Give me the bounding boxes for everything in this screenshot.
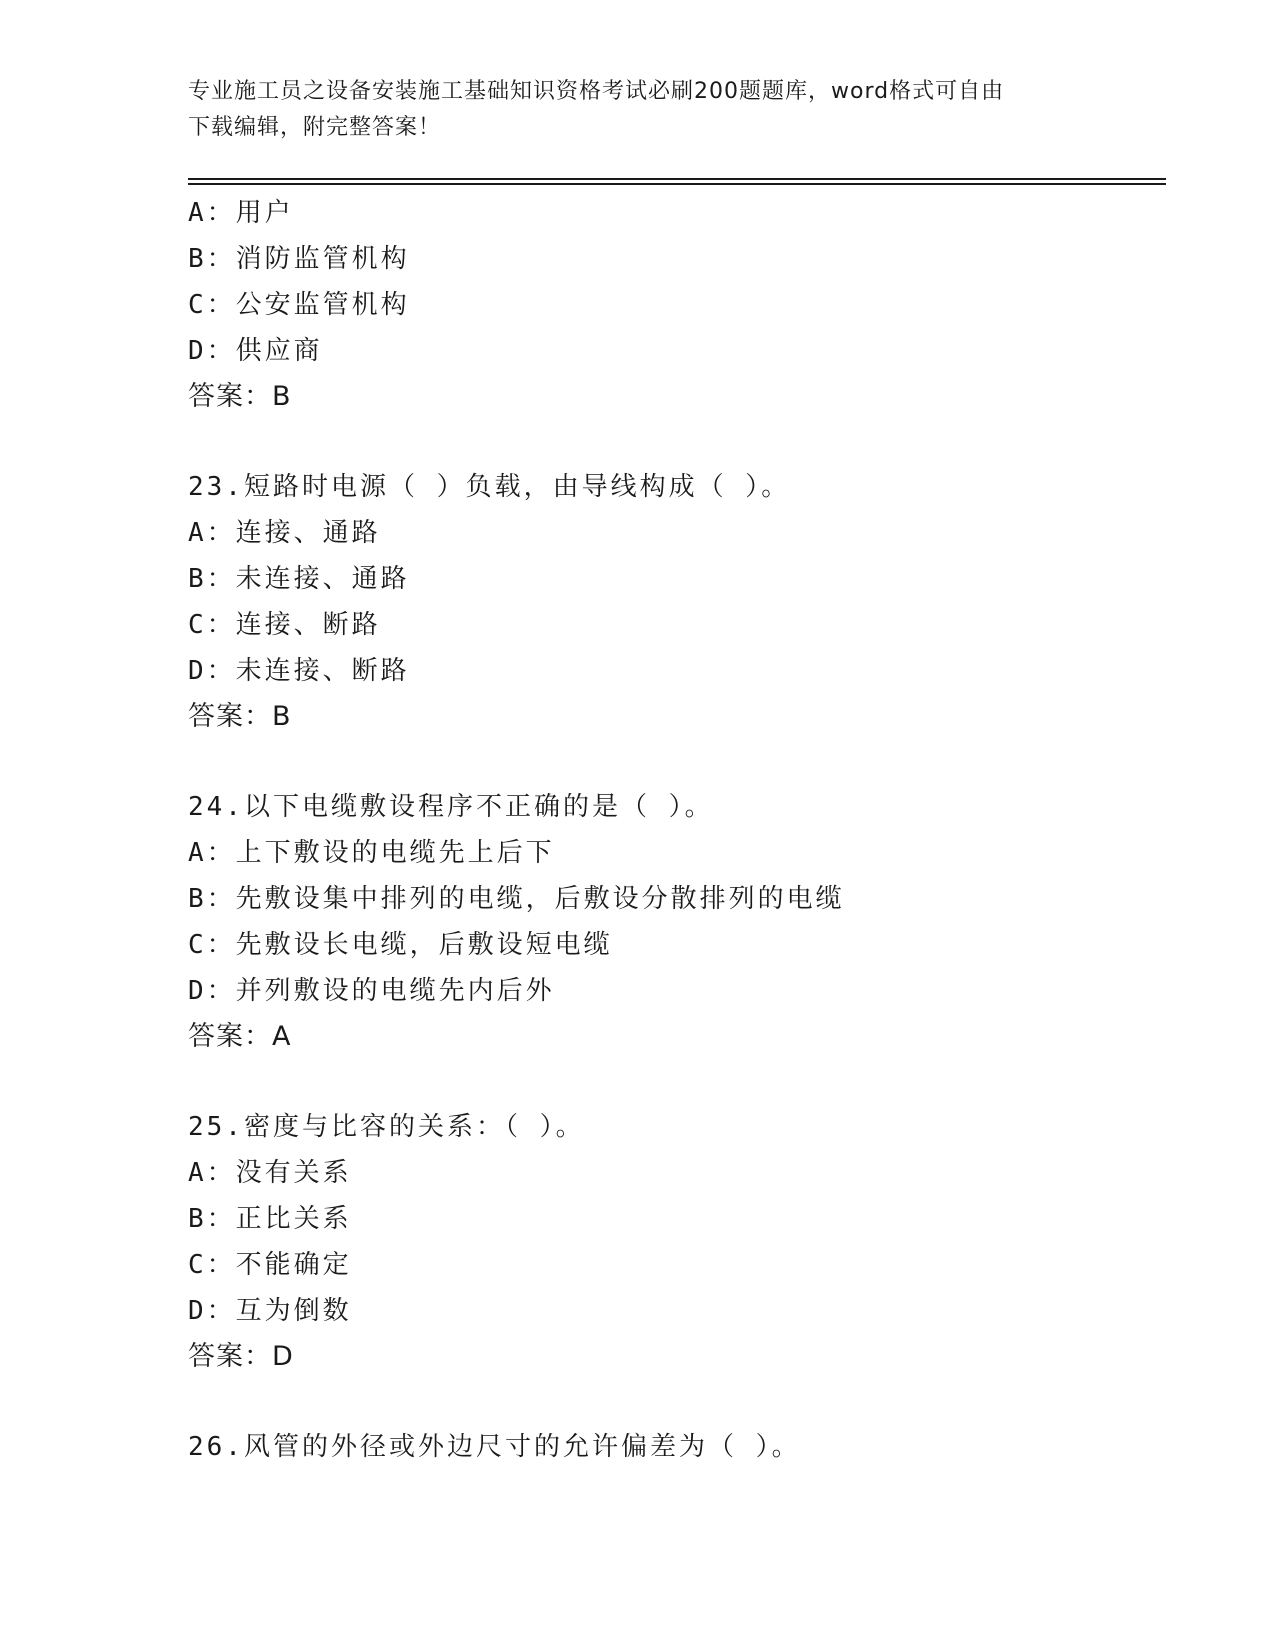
- header-line-1: 专业施工员之设备安装施工基础知识资格考试必刷200题题库，word格式可自由: [188, 79, 1005, 104]
- answer-line: 答案：B: [188, 381, 292, 412]
- question-title: 23.短路时电源（ ）负载，由导线构成（ ）。: [188, 472, 791, 502]
- option-a: A：没有关系: [188, 1158, 352, 1188]
- option-b: B：正比关系: [188, 1204, 352, 1234]
- header-line-2: 下载编辑，附完整答案！: [188, 115, 442, 140]
- option-d: D：未连接、断路: [188, 656, 410, 686]
- option-a: A：连接、通路: [188, 518, 381, 548]
- question-block-25: [188, 1104, 1168, 1380]
- answer-line: 答案：D: [188, 1341, 294, 1372]
- question-block-22: [188, 190, 1168, 420]
- option-a: A：用户: [188, 198, 294, 228]
- option-d: D：互为倒数: [188, 1296, 352, 1326]
- question-title: 26.风管的外径或外边尺寸的允许偏差为（ ）。: [188, 1432, 801, 1462]
- option-c: C：不能确定: [188, 1250, 352, 1280]
- option-a: A：上下敷设的电缆先上后下: [188, 838, 555, 868]
- option-c: C：公安监管机构: [188, 290, 410, 320]
- question-title: 24.以下电缆敷设程序不正确的是（ ）。: [188, 792, 714, 822]
- option-b: B：未连接、通路: [188, 564, 410, 594]
- option-c: C：先敷设长电缆，后敷设短电缆: [188, 930, 613, 960]
- document-header: [188, 74, 1088, 146]
- header-divider-bottom: [188, 183, 1166, 185]
- question-title: 25.密度与比容的关系：（ ）。: [188, 1112, 585, 1142]
- option-b: B：先敷设集中排列的电缆，后敷设分散排列的电缆: [188, 884, 845, 914]
- option-d: D：供应商: [188, 336, 323, 366]
- question-list: [188, 190, 1168, 1470]
- question-block-24: [188, 784, 1168, 1060]
- header-divider-top: [188, 178, 1166, 180]
- question-block-23: [188, 464, 1168, 740]
- option-b: B：消防监管机构: [188, 244, 410, 274]
- option-c: C：连接、断路: [188, 610, 381, 640]
- answer-line: 答案：A: [188, 1021, 292, 1052]
- question-block-26: [188, 1424, 1168, 1470]
- option-d: D：并列敷设的电缆先内后外: [188, 976, 555, 1006]
- answer-line: 答案：B: [188, 701, 292, 732]
